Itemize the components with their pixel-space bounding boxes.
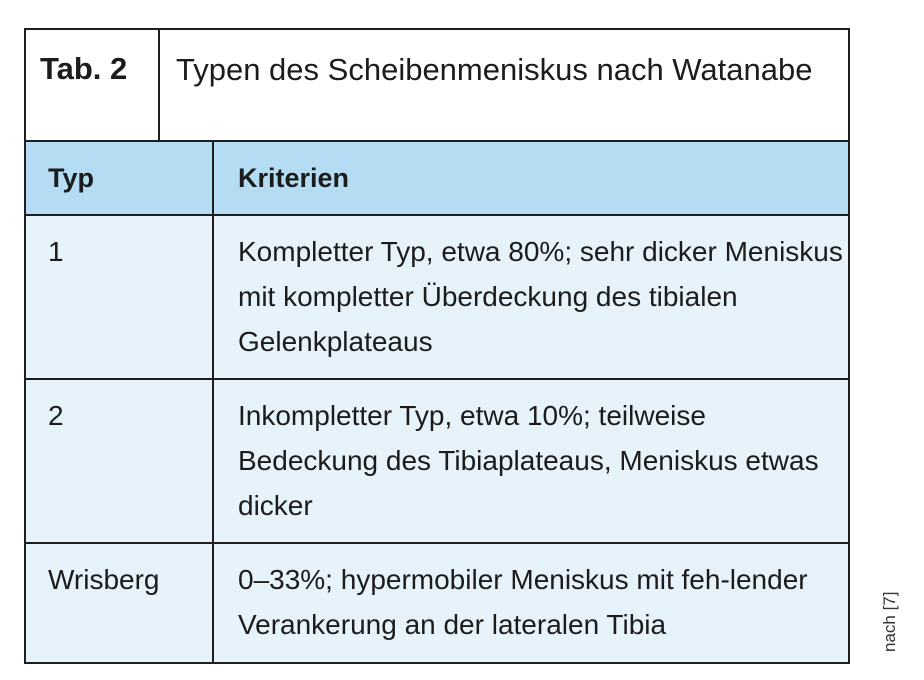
cell-kriterien: Kompletter Typ, etwa 80%; sehr dicker Meniskus mit kompletter Überdeckung des tibialen Gelenkplateaus [238,236,843,357]
table-row [26,544,848,662]
table-row [26,216,848,380]
source-note: nach [7] [880,591,899,652]
table-row [26,380,848,544]
cell-kriterien: Inkompletter Typ, etwa 10%; teilweise Bedeckung des Tibiaplateaus, Meniskus etwas dicker [238,400,819,521]
cell-typ: 1 [26,216,214,378]
table-title-row [26,30,848,142]
header-kriterien: Kriterien [238,163,350,193]
cell-kriterien: 0–33%; hypermobiler Meniskus mit feh-lender Verankerung an der lateralen Tibia [238,564,808,640]
table-title: Typen des Scheibenmeniskus nach Watanabe [176,52,813,87]
cell-typ: 2 [26,380,214,542]
cell-typ: Wrisberg [26,544,214,662]
table-header-row [26,142,848,216]
header-typ: Typ [26,142,214,214]
table [24,28,850,664]
table-label: Tab. 2 [26,30,160,140]
